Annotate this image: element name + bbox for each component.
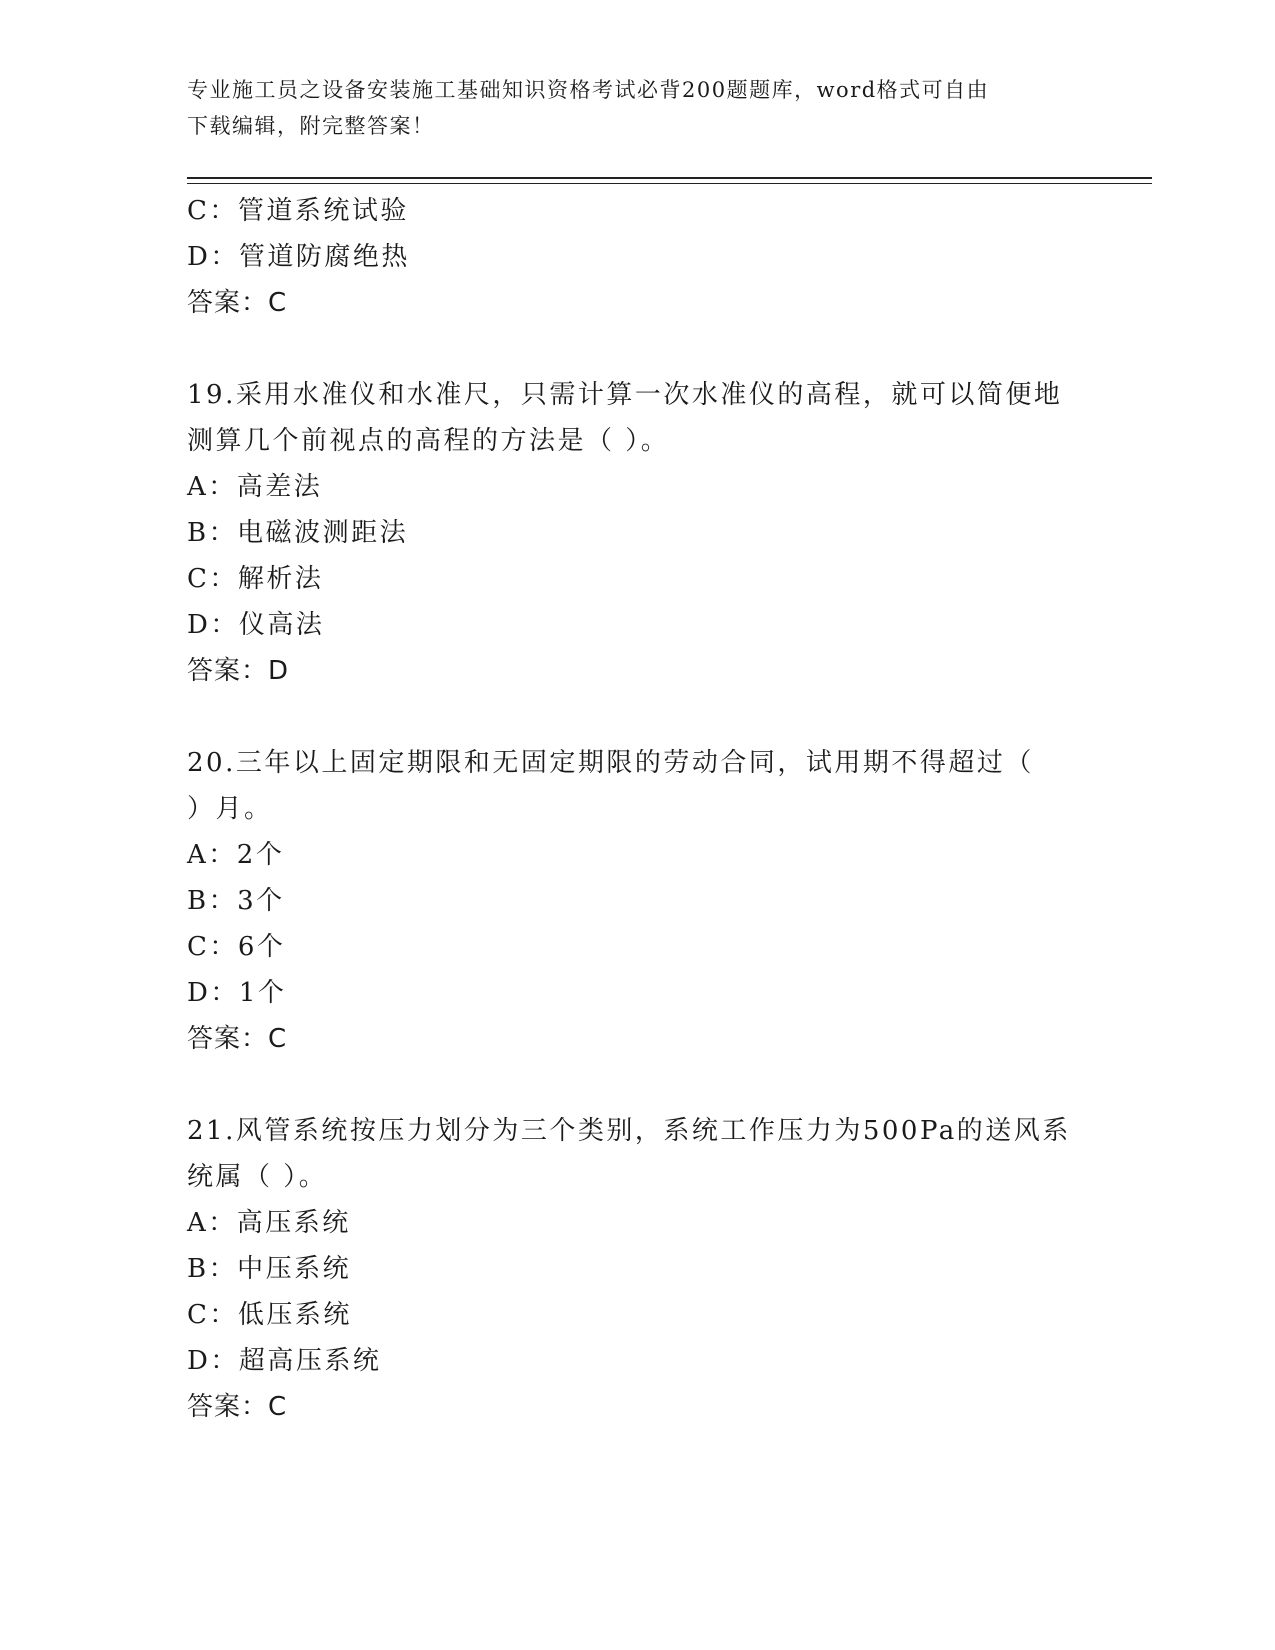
- question-content: [187, 188, 1087, 1430]
- question-18-tail: [187, 188, 1087, 326]
- option-c: C：解析法: [187, 564, 324, 594]
- option-d: D：仪高法: [187, 610, 325, 640]
- spacer: [187, 1062, 1087, 1108]
- option-b: B：电磁波测距法: [187, 518, 409, 548]
- spacer: [187, 694, 1087, 740]
- option-a: A：2个: [187, 840, 285, 870]
- question-stem-line-1: 21.风管系统按压力划分为三个类别，系统工作压力为500Pa的送风系: [187, 1116, 1071, 1146]
- option-d: D：1个: [187, 978, 287, 1008]
- option-b: B：3个: [187, 886, 285, 916]
- option-a: A：高压系统: [187, 1208, 351, 1238]
- question-19: [187, 372, 1087, 694]
- answer: 答案：C: [187, 1392, 288, 1422]
- answer: 答案：C: [187, 1024, 288, 1054]
- option-b: B：中压系统: [187, 1254, 352, 1284]
- question-stem-line-2: 测算几个前视点的高程的方法是（ ）。: [187, 426, 670, 456]
- header-title-line-2: 下载编辑，附完整答案！: [187, 114, 435, 138]
- answer: 答案：D: [187, 656, 290, 686]
- header-divider: [187, 177, 1152, 184]
- option-c: C：管道系统试验: [187, 196, 409, 226]
- option-a: A：高差法: [187, 472, 323, 502]
- option-d: D：管道防腐绝热: [187, 242, 410, 272]
- answer: 答案：C: [187, 288, 288, 318]
- question-stem-line-1: 20.三年以上固定期限和无固定期限的劳动合同，试用期不得超过（: [187, 748, 1034, 778]
- question-20: [187, 740, 1087, 1062]
- page-header: [187, 72, 1067, 144]
- option-d: D：超高压系统: [187, 1346, 382, 1376]
- question-stem-line-2: ）月。: [187, 794, 273, 824]
- option-c: C：低压系统: [187, 1300, 352, 1330]
- header-title-line-1: 专业施工员之设备安装施工基础知识资格考试必背200题题库，word格式可自由: [187, 78, 990, 102]
- spacer: [187, 326, 1087, 372]
- question-stem-line-2: 统属（ ）。: [187, 1162, 328, 1192]
- option-c: C：6个: [187, 932, 286, 962]
- question-21: [187, 1108, 1087, 1430]
- question-stem-line-1: 19.采用水准仪和水准尺，只需计算一次水准仪的高程，就可以简便地: [187, 380, 1063, 410]
